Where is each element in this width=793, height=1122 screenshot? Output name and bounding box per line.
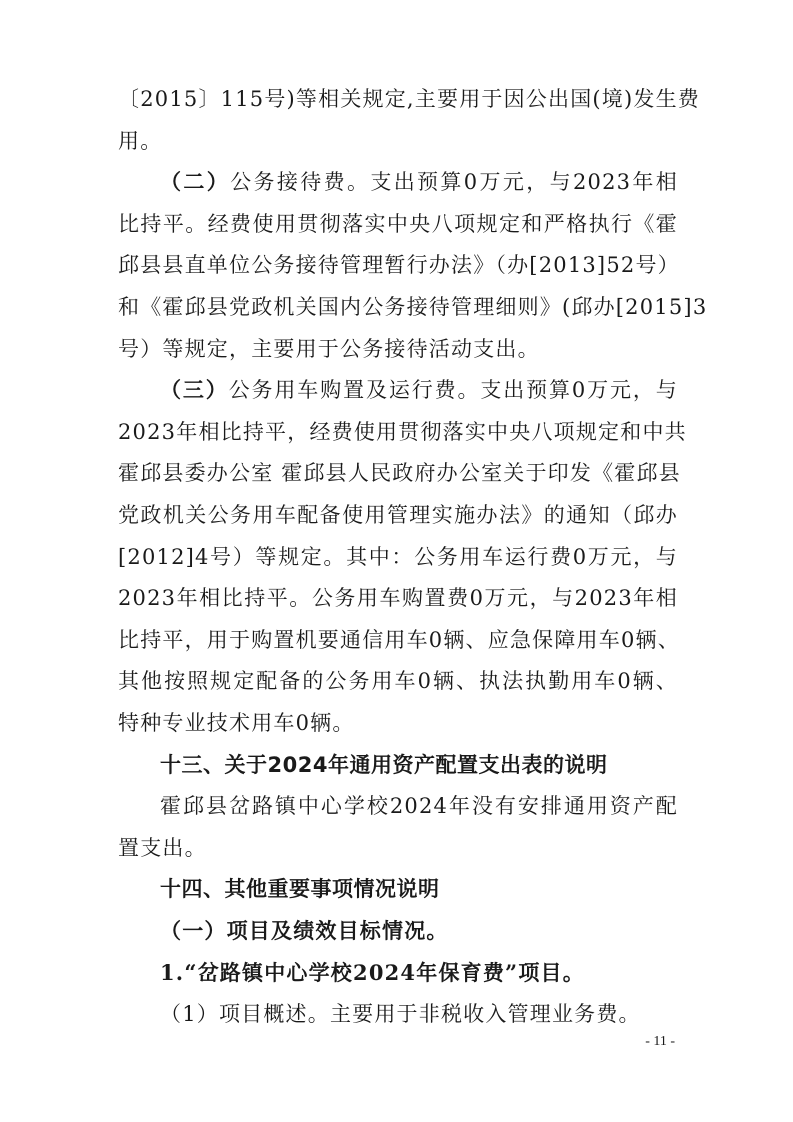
subsection-heading: （一）项目及绩效目标情况。 — [160, 918, 449, 943]
body-text-line: 比持平，用于购置机要通信用车0辆、应急保障用车0辆、 — [118, 628, 680, 652]
body-text-line: 霍邱县岔路镇中心学校2024年没有安排通用资产配 — [160, 794, 678, 818]
section-heading-14: 十四、其他重要事项情况说明 — [160, 877, 440, 901]
body-text-line: 2023年相比持平，经费使用贯彻落实中央八项规定和中共 — [118, 420, 687, 444]
body-text-line: 邱县县直单位公务接待管理暂行办法》（办[2013]52号） — [118, 253, 680, 277]
section-number: （三） — [160, 377, 229, 402]
project-heading: 1.“岔路镇中心学校2024年保育费”项目。 — [160, 960, 585, 985]
section-paragraph-reception — [160, 168, 678, 196]
body-text-line: [2012]4号）等规定。其中：公务用车运行费0万元，与 — [118, 545, 678, 569]
section-number: （二） — [160, 169, 231, 194]
body-text-line: （1）项目概述。主要用于非税收入管理业务费。 — [160, 1002, 641, 1026]
body-text-line: 公务用车购置及运行费。支出预算0万元，与 — [228, 378, 678, 402]
body-text-line: 置支出。 — [118, 836, 207, 860]
body-text-line: 特种专业技术用车0辆。 — [118, 711, 355, 735]
body-text-line: 〔2015〕115号)等相关规定,主要用于因公出国(境)发生费 — [118, 87, 700, 111]
body-text-line: 比持平。经费使用贯彻落实中央八项规定和严格执行《霍 — [118, 212, 678, 236]
body-text-line: 党政机关公务用车配备使用管理实施办法》的通知（邱办 — [118, 503, 678, 527]
page-number: - 11 - — [645, 1034, 675, 1049]
body-text-line: 霍邱县委办公室 霍邱县人民政府办公室关于印发《霍邱县 — [118, 461, 681, 485]
section-heading-13: 十三、关于2024年通用资产配置支出表的说明 — [160, 753, 608, 777]
body-text-line: 公务接待费。支出预算0万元，与2023年相 — [230, 170, 678, 194]
body-text-line: 号）等规定，主要用于公务接待活动支出。 — [118, 337, 540, 361]
body-text-line: 2023年相比持平。公务用车购置费0万元，与2023年相 — [118, 586, 678, 610]
section-paragraph-vehicles — [160, 376, 678, 404]
body-text-line: 和《霍邱县党政机关国内公务接待管理细则》(邱办[2015]3 — [118, 295, 708, 319]
body-text-line: 用。 — [118, 129, 163, 153]
body-text-line: 其他按照规定配备的公务用车0辆、执法执勤用车0辆、 — [118, 669, 678, 693]
